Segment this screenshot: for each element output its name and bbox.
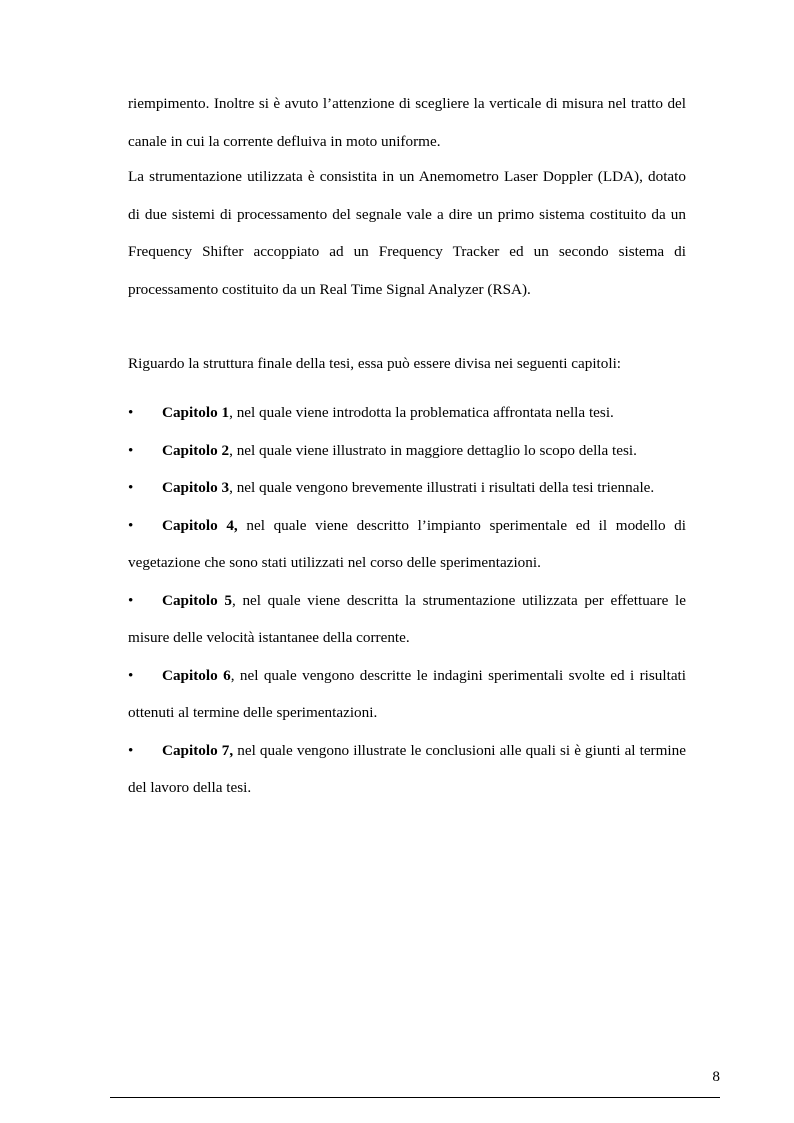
chapter-list (128, 394, 686, 807)
chapter-title: Capitolo 1 (162, 404, 230, 421)
chapter-description: , nel quale viene descritta la strumentazione utilizzata per effettuare le misure delle velocità istantanee della corrente. (128, 591, 686, 646)
list-item (128, 582, 686, 657)
chapter-title: Capitolo 4, (162, 516, 238, 534)
bullet-icon: • (128, 404, 134, 421)
chapter-description: nel quale vengono illustrate le conclusioni alle quali si è giunti al termine del lavoro della tesi. (128, 741, 686, 796)
bullet-icon: • (128, 591, 134, 609)
chapter-description: , nel quale viene introdotta la problematica affrontata nella tesi. (229, 404, 614, 421)
chapter-title: Capitolo 7, (162, 741, 234, 759)
list-item (128, 469, 686, 507)
bullet-icon: • (128, 516, 134, 534)
bullet-icon: • (128, 479, 134, 496)
list-item (128, 657, 686, 732)
chapter-title: Capitolo 6 (162, 666, 231, 684)
list-item (128, 732, 686, 807)
chapter-description: nel quale viene descritto l’impianto sperimentale ed il modello di vegetazione che sono stati utilizzati nel corso delle sperimentazioni. (128, 516, 686, 571)
chapter-title: Capitolo 3 (162, 479, 230, 496)
chapter-description: , nel quale vengono descritte le indagini sperimentali svolte ed i risultati ottenuti al termine delle sperimentazioni. (128, 666, 686, 721)
page-number: 8 (712, 1068, 720, 1085)
footer-rule (110, 1097, 720, 1098)
chapter-title: Capitolo 2 (162, 441, 230, 459)
bullet-icon: • (128, 666, 134, 684)
chapter-description: , nel quale vengono brevemente illustrati i risultati della tesi triennale. (229, 479, 655, 496)
paragraph-instrumentation: La strumentazione utilizzata è consistita in un Anemometro Laser Doppler (LDA), dotato di due sistemi di processamento del segnale vale a dire un primo sistema costituito da un Frequency Shifter accoppiato ad un Frequency Tracker ed un secondo sistema di processamento costituito da un Real Time Signal Analyzer (RSA). (128, 168, 686, 298)
list-item (128, 507, 686, 582)
bullet-icon: • (128, 741, 134, 759)
paragraph-thesis-structure: Riguardo la struttura finale della tesi, essa può essere divisa nei seguenti capitoli: (128, 355, 622, 372)
list-item (128, 394, 686, 432)
bullet-icon: • (128, 441, 134, 459)
list-item (128, 432, 686, 470)
chapter-description: , nel quale viene illustrato in maggiore dettaglio lo scopo della tesi. (229, 441, 637, 459)
paragraph-intro-continuation: riempimento. Inoltre si è avuto l’attenzione di scegliere la verticale di misura nel tratto del canale in cui la corrente defluiva in moto uniforme. (128, 95, 686, 150)
chapter-title: Capitolo 5 (162, 591, 232, 609)
